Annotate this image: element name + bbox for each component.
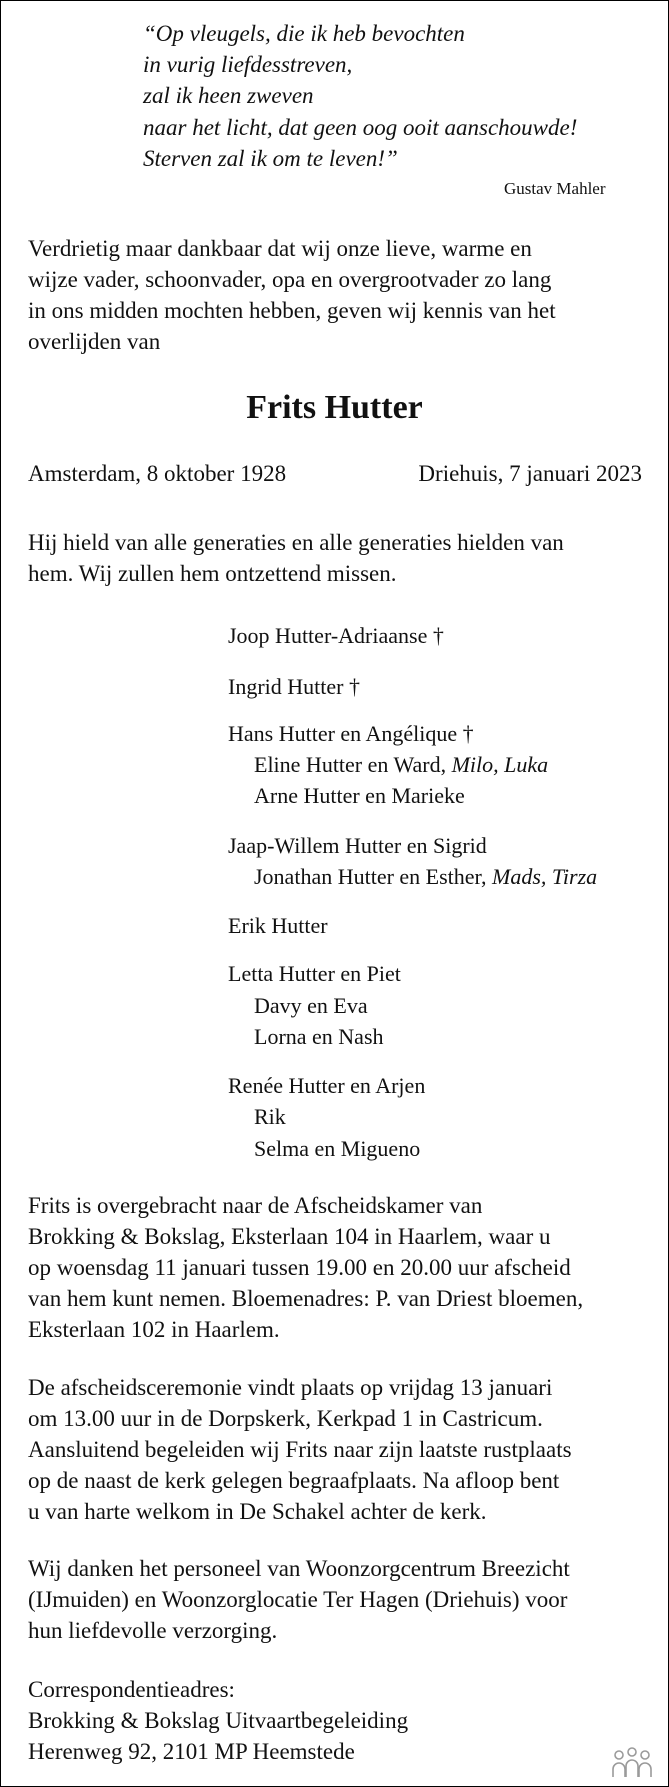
family-member: Jaap-Willem Hutter en Sigrid (228, 833, 487, 858)
great-grandchildren: Mads, Tirza (492, 864, 598, 889)
ceremony-line: u van harte welkom in De Schakel achter de kerk. (28, 1499, 487, 1524)
poem-line: zal ik heen zweven (143, 83, 314, 108)
ceremony-line: op de naast de kerk gelegen begraafplaats. Na afloop bent (28, 1468, 560, 1493)
family-member: Joop Hutter-Adriaanse † (228, 623, 444, 648)
tribute-line: Hij hield van alle generaties en alle generaties hielden van (28, 530, 564, 555)
deceased-name: Frits Hutter (246, 389, 423, 426)
thanks-line: Wij danken het personeel van Woonzorgcentrum Breezicht (28, 1556, 570, 1581)
death-info: Driehuis, 7 januari 2023 (418, 461, 642, 486)
poem-line: in vurig liefdesstreven, (143, 52, 353, 77)
thanks-line: (IJmuiden) en Woonzorglocatie Ter Hagen (Driehuis) voor (28, 1587, 568, 1612)
grandchild (254, 864, 597, 890)
farewell-line: Eksterlaan 102 in Haarlem. (28, 1317, 280, 1342)
intro-line: wijze vader, schoonvader, opa en overgrootvader zo lang (28, 267, 552, 292)
thanks-line: hun liefdevolle verzorging. (28, 1618, 278, 1643)
family-member: Ingrid Hutter † (228, 674, 360, 699)
ceremony-line: De afscheidsceremonie vindt plaats op vrijdag 13 januari (28, 1375, 553, 1400)
grandchild-name: Jonathan Hutter en Esther, (254, 864, 487, 889)
intro-line: in ons midden mochten hebben, geven wij kennis van het (28, 298, 556, 323)
correspondence-org: Brokking & Bokslag Uitvaartbegeleiding (28, 1708, 409, 1733)
grandchild-name: Eline Hutter en Ward, (254, 752, 447, 777)
correspondence-address: Herenweg 92, 2101 MP Heemstede (28, 1739, 355, 1764)
grandchild: Rik (254, 1104, 286, 1129)
farewell-line: op woensdag 11 januari tussen 19.00 en 20.00 uur afscheid (28, 1255, 571, 1280)
poem-line: Sterven zal ik om te leven!” (143, 146, 398, 171)
correspondence-label: Correspondentieadres: (28, 1677, 235, 1702)
family-logo-icon (610, 1747, 654, 1781)
ceremony-line: Aansluitend begeleiden wij Frits naar zijn laatste rustplaats (28, 1437, 572, 1462)
family-member: Renée Hutter en Arjen (228, 1073, 426, 1098)
poem-author: Gustav Mahler (504, 179, 606, 198)
grandchild: Davy en Eva (254, 993, 368, 1018)
tribute-line: hem. Wij zullen hem ontzettend missen. (28, 561, 397, 586)
farewell-line: Frits is overgebracht naar de Afscheidskamer van (28, 1193, 483, 1218)
grandchild (254, 752, 548, 778)
great-grandchildren: Milo, Luka (451, 752, 549, 777)
poem-line: “Op vleugels, die ik heb bevochten (143, 21, 465, 46)
family-member: Letta Hutter en Piet (228, 961, 401, 986)
family-member: Erik Hutter (228, 913, 328, 938)
family-member: Hans Hutter en Angélique † (228, 721, 474, 746)
grandchild: Lorna en Nash (254, 1024, 384, 1049)
intro-line: Verdrietig maar dankbaar dat wij onze lieve, warme en (28, 236, 532, 261)
farewell-line: van hem kunt nemen. Bloemenadres: P. van Driest bloemen, (28, 1286, 584, 1311)
intro-line: overlijden van (28, 329, 161, 354)
grandchild: Arne Hutter en Marieke (254, 783, 465, 808)
ceremony-line: om 13.00 uur in de Dorpskerk, Kerkpad 1 in Castricum. (28, 1406, 543, 1431)
farewell-line: Brokking & Bokslag, Eksterlaan 104 in Haarlem, waar u (28, 1224, 551, 1249)
birth-info: Amsterdam, 8 oktober 1928 (28, 461, 287, 486)
grandchild: Selma en Migueno (254, 1136, 421, 1161)
poem-line: naar het licht, dat geen oog ooit aanschouwde! (143, 115, 578, 140)
